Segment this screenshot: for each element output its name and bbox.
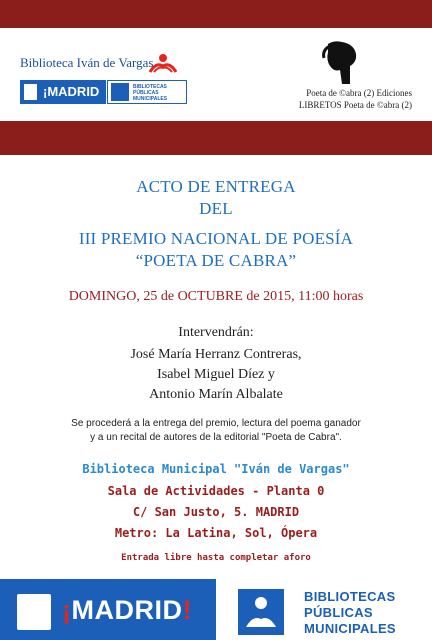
- footer-bpm-line-3: MUNICIPALES: [304, 621, 396, 636]
- footer-madrid-logo: [0, 579, 216, 640]
- venue-room: Sala de Actividades - Planta 0: [107, 484, 325, 498]
- madrid-label-small: ¡MADRID: [43, 84, 100, 99]
- entry-note: Entrada libre hasta completar aforo: [121, 553, 311, 563]
- footer-bpm-line-1: BIBLIOTECAS: [304, 589, 396, 604]
- footer-bpm-logo: [216, 579, 432, 640]
- madrid-close-mark: !: [182, 595, 192, 625]
- title-line-2: DEL: [199, 199, 233, 218]
- top-band: [0, 0, 432, 28]
- speaker-2: Isabel Miguel Díez y: [157, 367, 275, 382]
- speaker-1: José María Herranz Contreras,: [130, 347, 302, 362]
- middle-band: [0, 121, 432, 155]
- speaker-3: Antonio Marín Albalate: [149, 387, 283, 402]
- madrid-word: MADRID: [71, 595, 183, 625]
- library-reader-icon: [111, 83, 129, 101]
- bpm-line-3: MUNICIPALES: [133, 96, 168, 102]
- library-reader-icon: [238, 589, 284, 635]
- footer-madrid-text: [62, 595, 192, 626]
- title-line-4: “POETA DE CABRA”: [135, 251, 297, 270]
- description-line-2: y a un recital de autores de la editorial "Poeta de Cabra".: [90, 432, 342, 443]
- library-name: Biblioteca Iván de Vargas: [20, 55, 154, 70]
- event-date: DOMINGO, 25 de OCTUBRE de 2015, 11:00 horas: [68, 289, 364, 304]
- footer-bpm-line-2: PÚBLICAS: [304, 605, 373, 620]
- madrid-crest-icon: [17, 594, 51, 630]
- publisher-line-1: Poeta de ©abra (2) Ediciones: [306, 88, 412, 98]
- description-line-1: Se procederá a la entrega del premio, lectura del poema ganador: [71, 418, 361, 429]
- library-logo-icon: [148, 52, 178, 74]
- speakers-heading: Intervendrán:: [178, 325, 254, 340]
- venue-metro: Metro: La Latina, Sol, Ópera: [114, 526, 318, 540]
- goat-silhouette-icon: [320, 40, 362, 86]
- venue-name: Biblioteca Municipal "Iván de Vargas": [82, 462, 350, 476]
- venue-address: C/ San Justo, 5. MADRID: [132, 505, 300, 519]
- madrid-logo-small: [20, 80, 106, 104]
- madrid-open-mark: ¡: [62, 595, 72, 625]
- title-line-3: III PREMIO NACIONAL DE POESÍA: [78, 229, 354, 248]
- publisher-line-2: LIBRETOS Poeta de ©abra (2): [298, 100, 412, 110]
- bpm-line-2: PÚBLICAS: [133, 90, 159, 96]
- bpm-logo-small: [107, 80, 187, 104]
- title-line-1: ACTO DE ENTREGA: [136, 177, 296, 196]
- bpm-line-1: BIBLIOTECAS: [133, 84, 167, 90]
- madrid-crest-icon: [24, 84, 37, 100]
